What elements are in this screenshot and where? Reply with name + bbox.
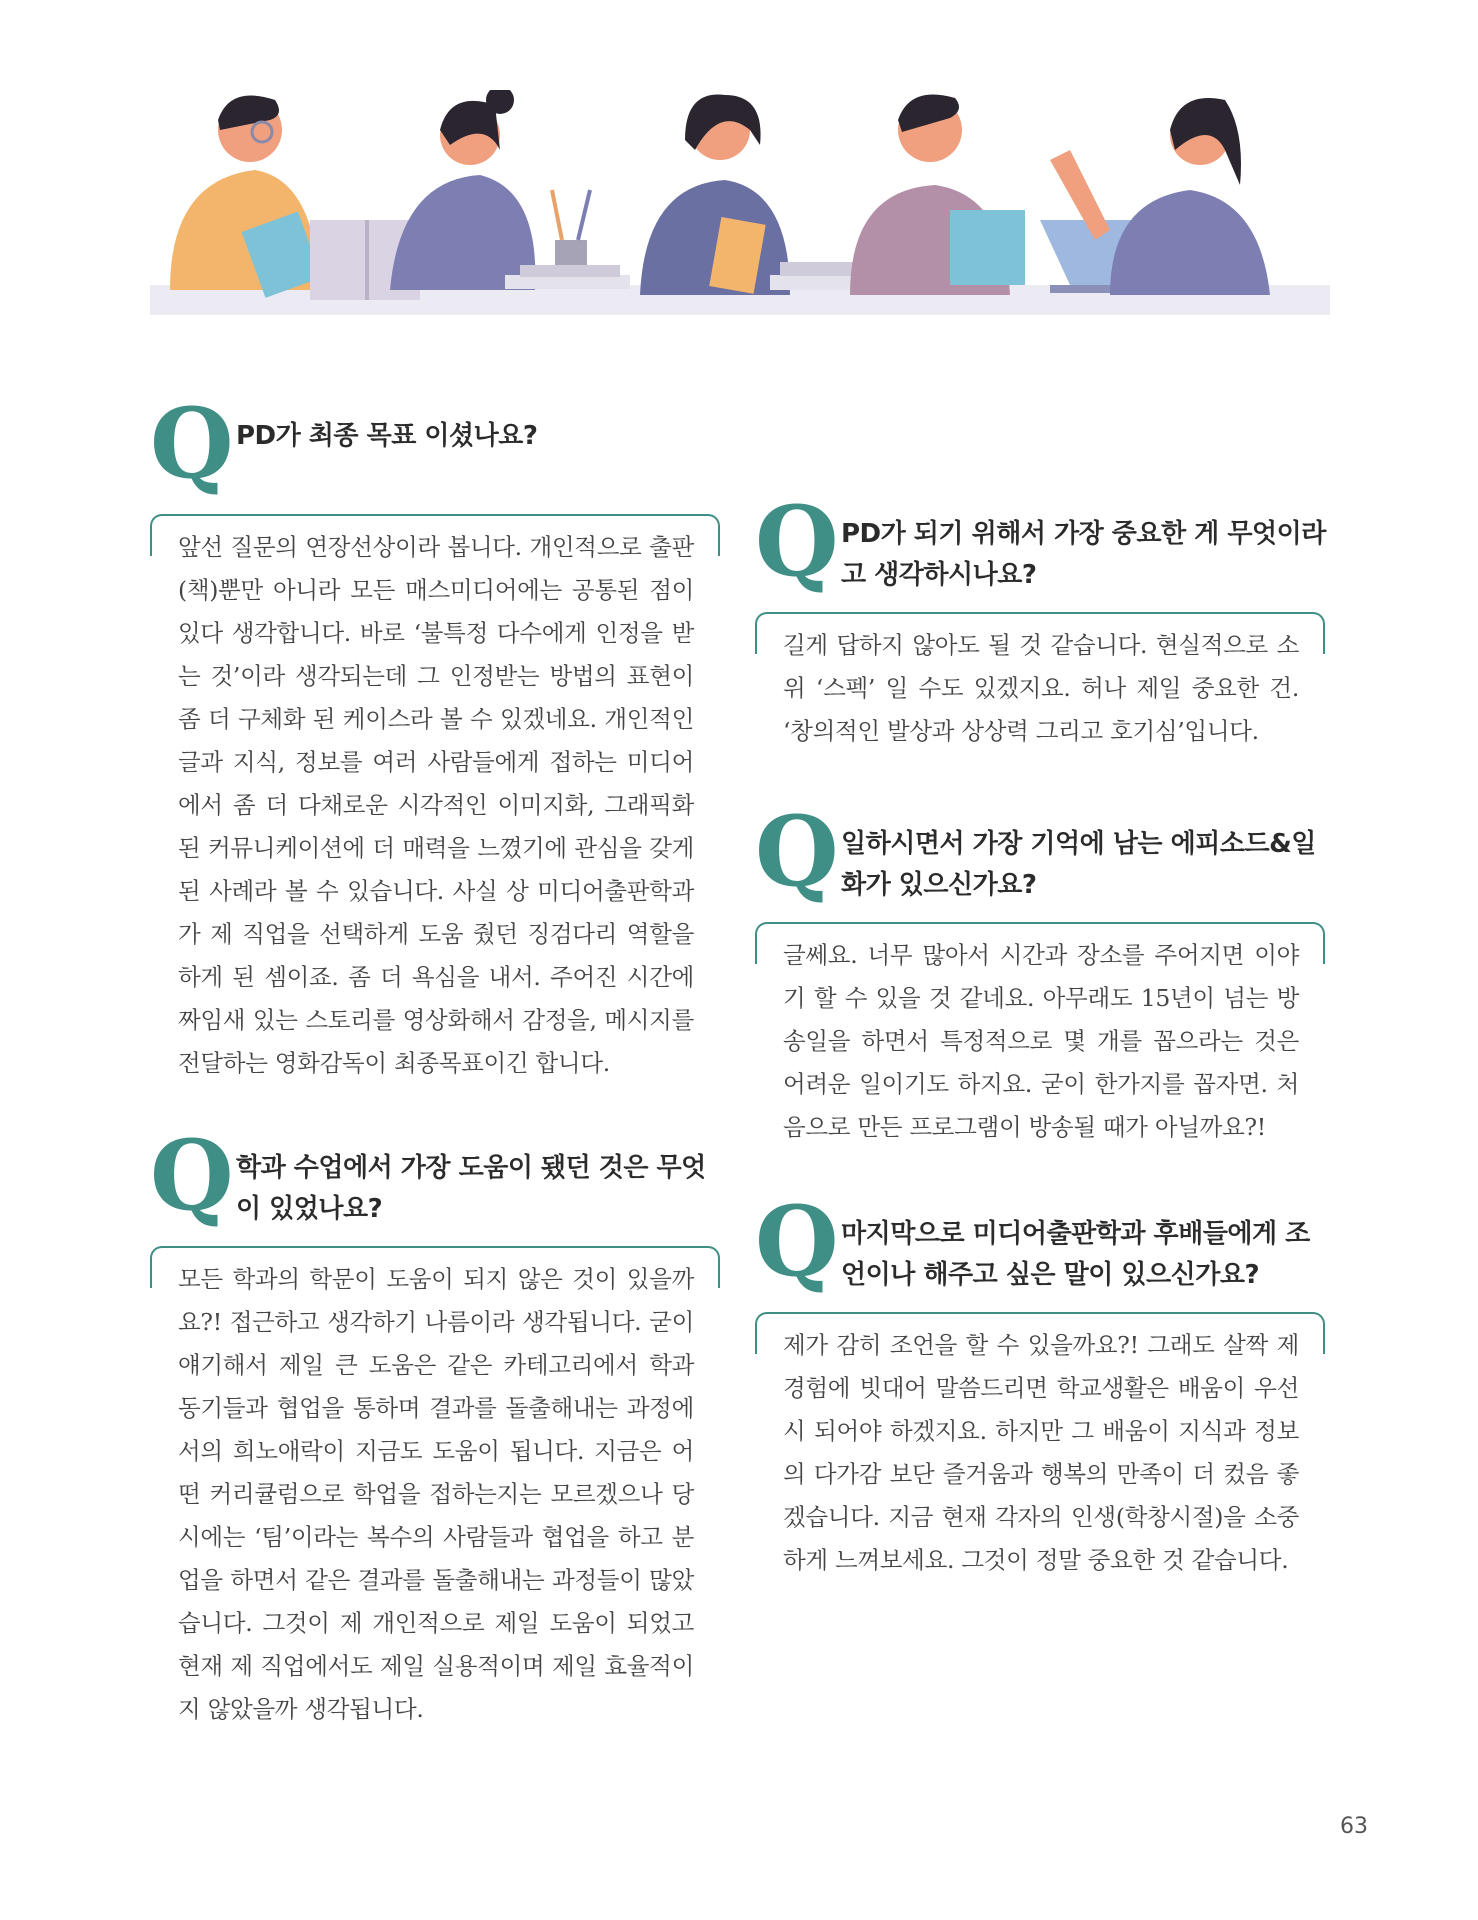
qa-block-4	[755, 795, 1325, 1149]
question-header	[150, 387, 720, 500]
answer-box	[755, 922, 1325, 1149]
question-text: 일하시면서 가장 기억에 남는 에피소드&일화가 있으신가요?	[841, 829, 1316, 900]
question-text: 마지막으로 미디어출판학과 후배들에게 조언이나 해주고 싶은 말이 있으신가요?	[841, 1219, 1310, 1290]
answer-bracket	[150, 1246, 720, 1288]
answer-text: 길게 답하지 않아도 될 것 같습니다. 현실적으로 소위 ‘스펙’ 일 수도 있겠지요. 허나 제일 중요한 건. ‘창의적인 발상과 상상력 그리고 호기심’입니다.	[783, 631, 1299, 745]
answer-text: 앞선 질문의 연장선상이라 봅니다. 개인적으로 출판(책)뿐만 아니라 모든 매스미디어에는 공통된 점이 있다 생각합니다. 바로 ‘불특정 다수에게 인정을 받는 것’이라 생각되는데 그 인정받는 방법의 표현이 좀 더 구체화 된 케이스라 볼 수 있겠네요. 개인적인 글과 지식, 정보를 여러 사람들에게 접하는 미디어에서 좀 더 다채로운 시각적인 이미지화, 그래픽화 된 커뮤니케이션에 더 매력을 느꼈기에 관심을 갖게 된 사례라 볼 수 있습니다. 사실 상 미디어출판학과가 제 직업을 선택하게 도움 줬던 징검다리 역할을 하게 된 셈이죠. 좀 더 욕심을 내서. 주어진 시간에 짜임새 있는 스토리를 영상화해서 감정을, 메시지를 전달하는 영화감독이 최종목표이긴 합니다.	[178, 533, 694, 1077]
qa-block-2	[150, 1119, 720, 1731]
answer-text: 모든 학과의 학문이 도움이 되지 않은 것이 있을까요?! 접근하고 생각하기 나름이라 생각됩니다. 굳이 얘기해서 제일 큰 도움은 같은 카테고리에서 학과 동기들과 협업을 통하며 결과를 돌출해내는 과정에서의 희노애락이 지금도 도움이 됩니다. 지금은 어떤 커리큘럼으로 학업을 접하는지는 모르겠으나 당시에는 ‘팀’이라는 복수의 사람들과 협업을 하고 분업을 하면서 같은 결과를 돌출해내는 과정들이 많았습니다. 그것이 제 개인적으로 제일 도움이 되었고 현재 제 직업에서도 제일 실용적이며 제일 효율적이지 않았을까 생각됩니다.	[178, 1265, 694, 1723]
q-mark: Q	[150, 387, 234, 500]
answer-bracket	[755, 922, 1325, 964]
question-text: PD가 되기 위해서 가장 중요한 게 무엇이라고 생각하시나요?	[841, 519, 1326, 590]
students-illustration	[150, 90, 1330, 320]
question-text: PD가 최종 목표 이셨나요?	[236, 421, 538, 451]
answer-box	[150, 514, 720, 1085]
qa-block-3	[755, 485, 1326, 753]
answer-text: 글쎄요. 너무 많아서 시간과 장소를 주어지면 이야기 할 수 있을 것 같네요. 아무래도 15년이 넘는 방송일을 하면서 특정적으로 몇 개를 꼽으라는 것은 어려운 일이기도 하지요. 굳이 한가지를 꼽자면. 처음으로 만든 프로그램이 방송될 때가 아닐까요?!	[783, 941, 1299, 1141]
person-3-figure	[640, 95, 790, 295]
person-1-figure	[170, 96, 322, 298]
page-number: 63	[1340, 1814, 1368, 1839]
qa-block-1	[150, 387, 720, 1085]
answer-box	[755, 612, 1325, 753]
person-2-figure	[390, 90, 535, 290]
q-mark: Q	[150, 1119, 234, 1232]
qa-block-5	[755, 1185, 1325, 1582]
answer-bracket	[755, 1312, 1325, 1354]
person-4-figure	[850, 94, 1025, 295]
q-mark: Q	[755, 795, 839, 908]
question-header	[755, 795, 1325, 908]
answer-text: 제가 감히 조언을 할 수 있을까요?! 그래도 살짝 제 경험에 빗대어 말씀드리면 학교생활은 배움이 우선시 되어야 하겠지요. 하지만 그 배움이 지식과 정보의 다가감 보단 즐거움과 행복의 만족이 더 컸음 좋겠습니다. 지금 현재 각자의 인생(학창시절)을 소중하게 느껴보세요. 그것이 정말 중요한 것 같습니다.	[783, 1331, 1299, 1574]
question-text: 학과 수업에서 가장 도움이 됐던 것은 무엇이 있었나요?	[236, 1153, 706, 1224]
q-mark: Q	[755, 485, 839, 598]
answer-bracket	[755, 612, 1325, 654]
question-header	[150, 1119, 720, 1232]
answer-bracket	[150, 514, 720, 556]
answer-box	[150, 1246, 720, 1731]
answer-box	[755, 1312, 1325, 1582]
question-header	[755, 1185, 1325, 1298]
q-mark: Q	[755, 1185, 839, 1298]
question-header	[755, 485, 1326, 598]
